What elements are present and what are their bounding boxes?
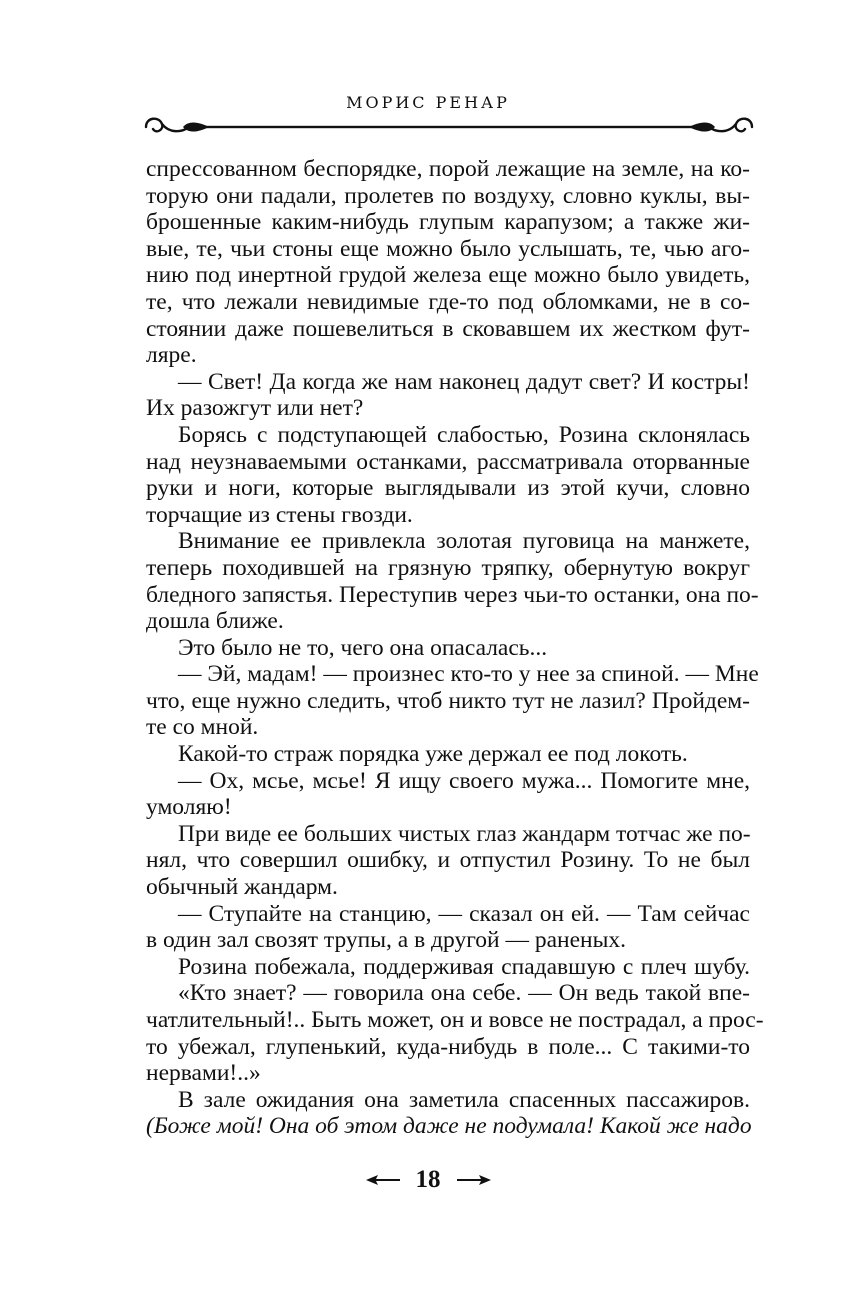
text-line: (Боже мой! Она об этом даже не подумала! Какой же надо: [146, 1113, 752, 1140]
text-line: Их разожгут или нет?: [146, 395, 364, 422]
page-folio: [0, 1164, 856, 1196]
text-line: те со мной.: [146, 714, 259, 741]
text-line: обычный жандарм.: [146, 874, 338, 901]
text-line: торчащие из стены гвозди.: [146, 501, 413, 528]
text-line: Розина побежала, поддерживая спадавшую с плеч шубу.: [178, 953, 750, 980]
text-line: спрессованном беспорядке, порой лежащие на земле, на ко-: [146, 156, 750, 182]
text-line: При виде ее больших чистых глаз жандарм тотчас же по-: [178, 820, 751, 847]
page-body-text: [146, 156, 764, 1140]
text-line: теперь походившей на грязную тряпку, обернутую вокруг: [146, 554, 750, 581]
running-head-author: МОРИС РЕНАР: [346, 93, 510, 112]
text-line: вые, те, чьи стоны еще можно было услышать, те, чью аго-: [146, 235, 750, 262]
text-line: Какой-то страж порядка уже держал ее под локоть.: [178, 741, 688, 768]
text-line: чатлительный!.. Быть может, он и вовсе не пострадал, а прос-: [146, 1007, 764, 1033]
text-line: торую они падали, пролетев по воздуху, словно куклы, вы-: [146, 182, 750, 209]
text-line: — Свет! Да когда же нам наконец дадут свет? И костры!: [178, 368, 750, 395]
text-line: брошенные каким-нибудь глупым карапузом; а также жи-: [146, 209, 750, 236]
text-line: над неузнаваемыми останками, рассматривала оторванные: [146, 448, 750, 475]
text-line: руки и ноги, которые выглядывали из этой кучи, словно: [146, 475, 750, 502]
text-line: умоляю!: [146, 794, 232, 821]
text-line: В зале ожидания она заметила спасенных пассажиров.: [178, 1086, 750, 1113]
text-line: нию под инертной грудой железа еще можно было увидеть,: [146, 262, 750, 289]
text-line: нял, что совершил ошибку, и отпустил Розину. То не был: [146, 847, 750, 874]
text-line: — Эй, мадам! — произнес кто-то у нее за спиной. — Мне: [178, 661, 759, 688]
text-line: то убежал, глупенький, куда-нибудь в поле... С такими-то: [146, 1033, 750, 1060]
text-line: что, еще нужно следить, чтоб никто тут не лазил? Пройдем-: [146, 687, 750, 714]
text-line: — Ох, мсье, мсье! Я ищу своего мужа... Помогите мне,: [178, 767, 750, 794]
header-ornament-rule: [143, 113, 755, 141]
text-line: в один зал свозят трупы, а в другой — раненых.: [146, 927, 626, 954]
text-line: Борясь с подступающей слабостью, Розина склонялась: [178, 421, 750, 448]
right-arrow-ornament-icon: [457, 1174, 491, 1186]
text-line: нервами!..»: [146, 1060, 261, 1087]
text-line: те, что лежали невидимые где-то под обломками, не в со-: [146, 288, 750, 315]
text-line: дошла ближе.: [146, 608, 284, 635]
text-line: Внимание ее привлекла золотая пуговица на манжете,: [178, 528, 750, 555]
page-number: 18: [415, 1166, 441, 1193]
left-arrow-ornament-icon: [366, 1174, 400, 1186]
text-line: Это было не то, чего она опасалась...: [178, 634, 548, 661]
text-line: — Ступайте на станцию, — сказал он ей. — Там сейчас: [178, 900, 750, 927]
text-line: бледного запястья. Переступив через чьи-то останки, она по-: [146, 581, 759, 608]
text-line: ляре.: [146, 342, 197, 369]
text-line: «Кто знает? — говорила она себе. — Он ведь такой впе-: [178, 980, 750, 1007]
text-line: стоянии даже пошевелиться в сковавшем их жестком фут-: [146, 315, 750, 342]
